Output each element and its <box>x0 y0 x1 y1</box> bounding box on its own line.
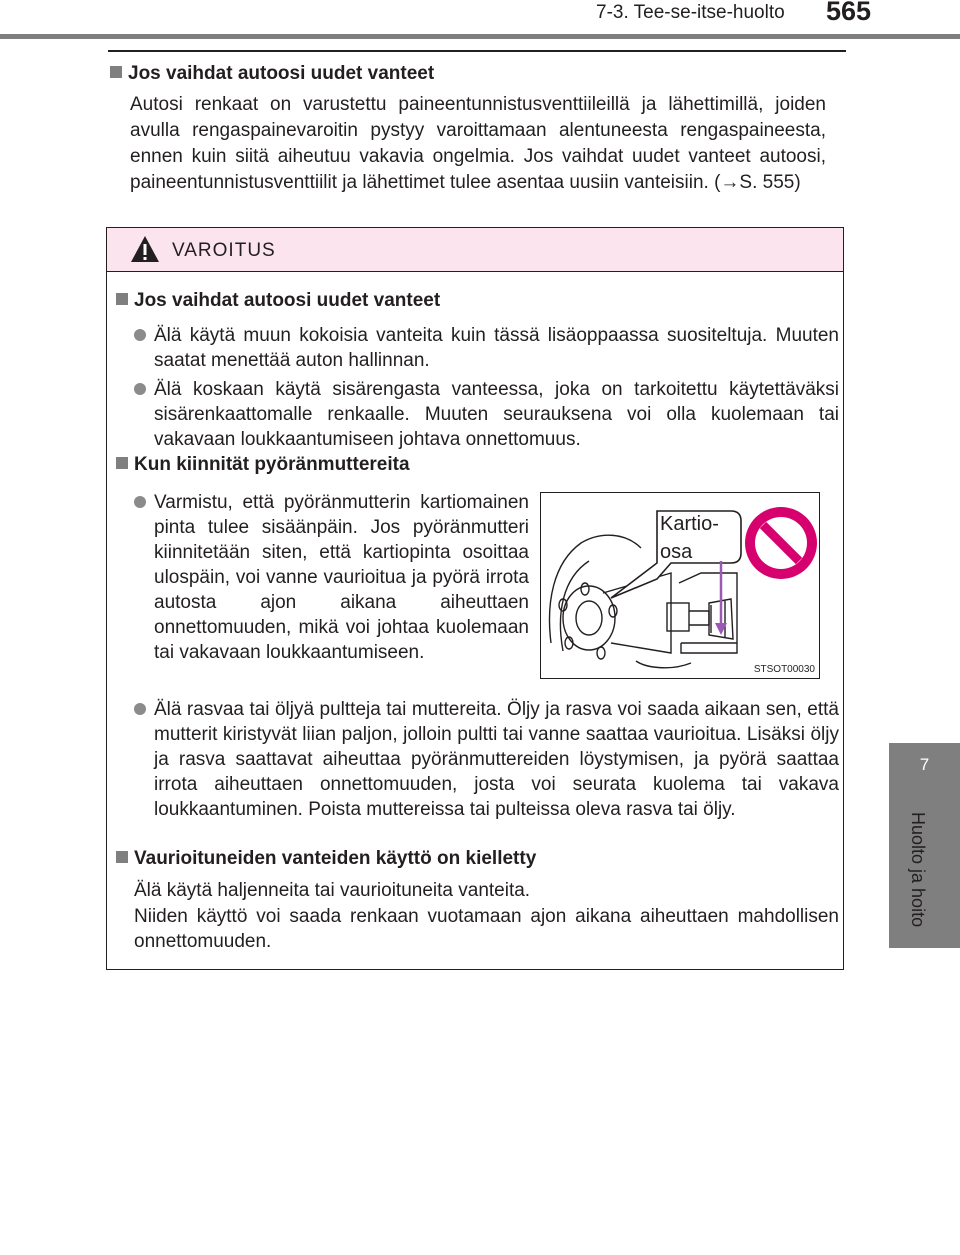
warning-section1-bullet2: Älä koskaan käytä sisärengasta vanteessa, joka on tarkoitettu käytettäväksi sisärenkaattomalle renkaalle. Muuten seurauksena voi olla kuolemaan tai vakavaan loukkaantumiseen johtava onnettomuus. <box>134 377 839 452</box>
top-rule <box>108 50 846 52</box>
warning-section1-bullet1: Älä käytä muun kokoisia vanteita kuin tässä lisäoppaassa suositeltuja. Muuten saatat menettää auton hallinnan. <box>134 323 839 373</box>
warning-section2-bullet2: Älä rasvaa tai öljyä pultteja tai muttereita. Öljy ja rasva voi saada aikaan sen, että mutterit kiristyvät liian paljon, jolloin pultti tai vanne saattaa vaurioitua. Lisäksi öljy ja rasva saattavat aiheuttaa pyöränmuttereiden löystymisen, ja pyörä saattaa irrota aiheuttaen onnettomuuden, josta voi seurata kuolema tai vakava loukkaantuminen. Poista muttereissa tai pulteissa oleva rasva tai öljy. <box>134 697 839 822</box>
warning-title: VAROITUS <box>172 240 276 261</box>
prohibition-icon <box>745 507 817 579</box>
page-number: 565 <box>826 0 872 26</box>
warning-section3-line1: Älä käytä haljenneita tai vaurioituneita vanteita. <box>134 880 531 901</box>
round-bullet-icon <box>134 496 146 508</box>
warning-triangle-icon <box>130 235 160 263</box>
square-bullet-icon <box>116 457 128 469</box>
warning-section3-line2: Niiden käyttö voi saada renkaan vuotamaan ajon aikana aiheuttaen mahdollisen onnettomuuden. <box>134 906 839 952</box>
warning-box <box>106 227 844 970</box>
warning-section2-heading: Kun kiinnität pyöränmuttereita <box>116 454 410 476</box>
warning-section3-heading: Vaurioituneiden vanteiden käyttö on kielletty <box>116 848 536 870</box>
chapter-label: Huolto ja hoito <box>908 812 928 928</box>
section-title: 7-3. Tee-se-itse-huolto <box>596 2 785 23</box>
intro-body: Autosi renkaat on varustettu paineentunnistusventtiileillä ja lähettimillä, joiden avulla rengaspainevaroitin pystyy varoittamaan alentuneesta rengaspaineesta, ennen kuin siitä aiheutuu vakavia ongelmia. Jos vaihdat uudet vanteet autoosi, paineentunnistusventtiilit ja lähettimet tulee asentaa uusiin vanteisiin. (→S. 555) <box>130 94 826 193</box>
square-bullet-icon <box>116 293 128 305</box>
chapter-number: 7 <box>919 755 930 774</box>
warning-section2-bullet1: Varmistu, että pyöränmutterin kartiomainen pinta tulee sisäänpäin. Jos pyöränmutteri kiinnitetään siten, että kartiopinta osoittaa ulospäin, voi vanne vaurioitua ja pyörä irrota autosta ajon aikana aiheuttaen onnettomuuden, mikä voi johtaa kuolemaan tai vakavaan loukkaantumiseen. <box>134 490 529 665</box>
round-bullet-icon <box>134 703 146 715</box>
warning-header <box>107 228 843 272</box>
figure-code: STSOT00030 <box>753 664 815 675</box>
cone-label: Kartio- osa <box>660 513 719 563</box>
square-bullet-icon <box>110 66 122 78</box>
round-bullet-icon <box>134 383 146 395</box>
warning-section1-heading: Jos vaihdat autoosi uudet vanteet <box>116 290 440 312</box>
square-bullet-icon <box>116 851 128 863</box>
round-bullet-icon <box>134 329 146 341</box>
header-rule <box>0 34 960 39</box>
intro-heading: Jos vaihdat autoosi uudet vanteet <box>110 63 434 85</box>
wheel-nut-figure <box>540 492 820 679</box>
